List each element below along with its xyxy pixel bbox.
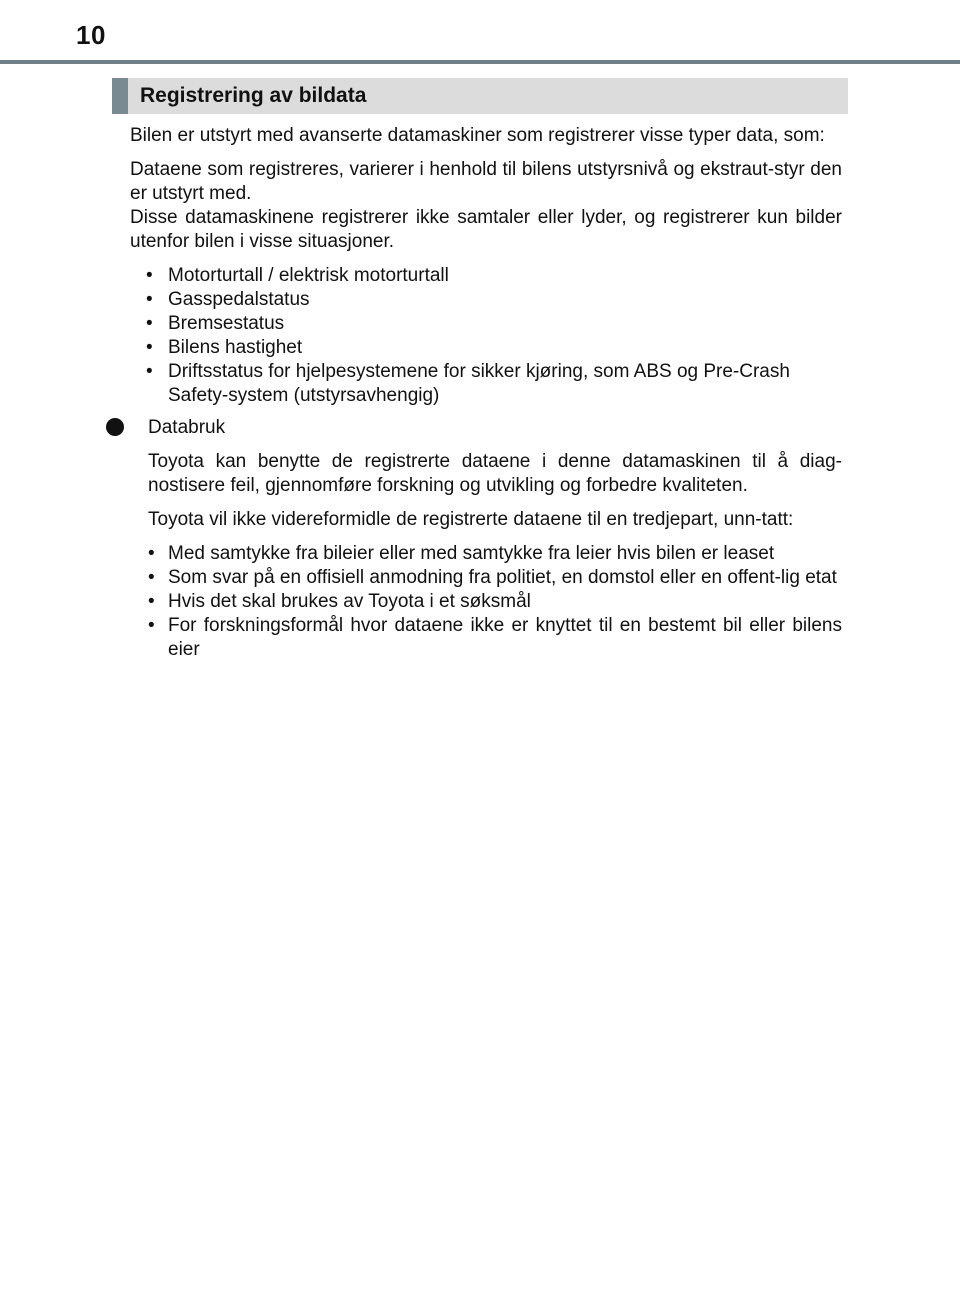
list-item: • Hvis det skal brukes av Toyota i et søksmål: [148, 591, 531, 612]
list-item: • Gasspedalstatus: [146, 289, 310, 310]
content: [130, 124, 842, 670]
filled-circle-icon: [106, 418, 124, 436]
intro-paragraph-3: Disse datamaskinene registrerer ikke samtaler eller lyder, og registrerer kun bilder utenfor bilen i visse situasjoner.: [130, 207, 842, 252]
bullet-icon: •: [146, 361, 153, 382]
databruk-paragraph-2: Toyota vil ikke videreformidle de registrerte dataene til en tredjepart, unn-tatt:: [148, 509, 794, 530]
bullet-icon: •: [146, 337, 153, 358]
page-number: 10: [76, 20, 106, 50]
list-item: • Bremsestatus: [146, 313, 285, 334]
databruk-title: Databruk: [148, 417, 226, 438]
bullet-icon: •: [148, 567, 155, 588]
section-title: Registrering av bildata: [140, 84, 367, 107]
databruk-paragraph-1: Toyota kan benytte de registrerte dataene i denne datamaskinen til å diag-nostisere feil, gjennomføre forskning og utvikling og forbedre kvaliteten.: [148, 451, 842, 496]
bullet-icon: •: [146, 313, 153, 334]
list-item: • Som svar på en offisiell anmodning fra politiet, en domstol eller en offent-lig etat: [148, 567, 837, 588]
bullet-icon: •: [146, 289, 153, 310]
list-item: • For forskningsformål hvor dataene ikke er knyttet til en bestemt bil eller bilens eier: [148, 615, 842, 660]
exceptions-list: [148, 542, 842, 662]
intro-paragraph-2: Dataene som registreres, varierer i henhold til bilens utstyrsnivå og ekstraut-styr den er utstyrt med.: [130, 159, 842, 204]
bullet-icon: •: [146, 265, 153, 286]
bullet-icon: •: [148, 591, 155, 612]
list-item: • Med samtykke fra bileier eller med samtykke fra leier hvis bilen er leaset: [148, 543, 775, 564]
section-header: [112, 78, 848, 114]
databruk-body: [130, 416, 842, 662]
databruk-section: [130, 416, 842, 662]
header-rule: [0, 60, 960, 64]
list-item: • Motorturtall / elektrisk motorturtall: [146, 265, 449, 286]
bullet-icon: •: [148, 543, 155, 564]
bullet-icon: •: [148, 615, 155, 636]
list-item: • Driftsstatus for hjelpesystemene for sikker kjøring, som ABS og Pre-Crash Safety-system (utstyrsavhengig): [146, 361, 790, 406]
recorded-data-list: [130, 264, 842, 408]
intro-paragraph-1: Bilen er utstyrt med avanserte datamaskiner som registrerer visse typer data, som:: [130, 125, 825, 146]
list-item: • Bilens hastighet: [146, 337, 303, 358]
